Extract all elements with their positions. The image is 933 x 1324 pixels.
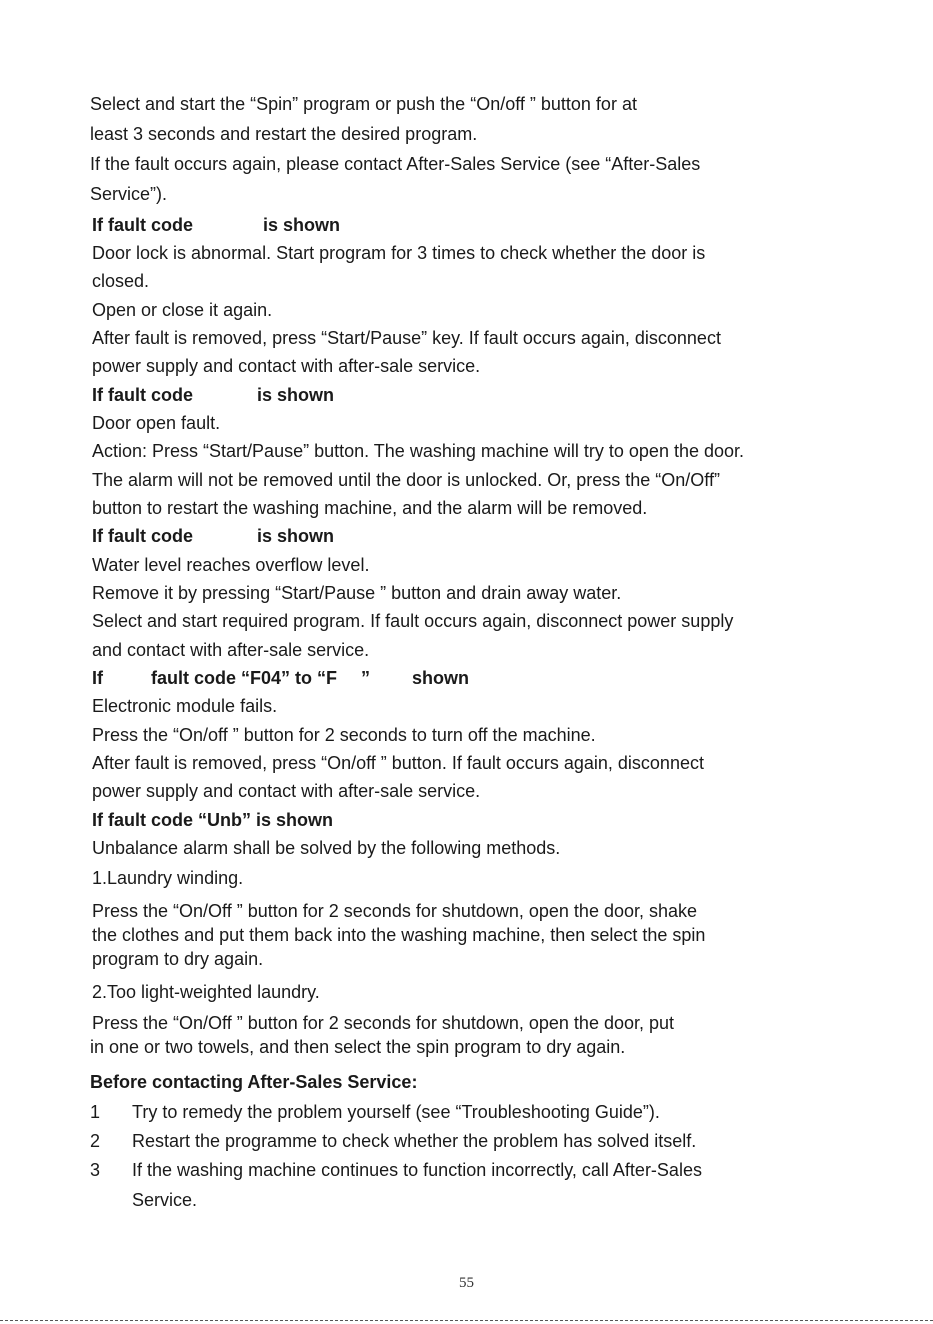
fault-unb-line: the clothes and put them back into the washing machine, then select the spin bbox=[92, 925, 706, 945]
item-text: Try to remedy the problem yourself (see “Troubleshooting Guide”). bbox=[132, 1102, 660, 1122]
heading-part: If fault code bbox=[92, 215, 194, 235]
fault-module-line: After fault is removed, press “On/off ” button. If fault occurs again, disconnect bbox=[92, 753, 704, 773]
fault-door-lock-line: power supply and contact with after-sale service. bbox=[92, 356, 481, 376]
fault-unb-line: Unbalance alarm shall be solved by the following methods. bbox=[92, 838, 561, 858]
heading-part: If fault code bbox=[92, 385, 194, 405]
fault-unb-line: program to dry again. bbox=[92, 949, 264, 969]
intro-line-4: Service”). bbox=[90, 184, 168, 204]
heading-part: If fault code bbox=[92, 526, 194, 546]
item-number: 2 bbox=[90, 1131, 101, 1151]
fault-door-lock-heading bbox=[92, 214, 340, 236]
fault-door-open-line: Door open fault. bbox=[92, 413, 221, 433]
page-bottom-rule bbox=[0, 1320, 933, 1321]
fault-module-line: Press the “On/off ” button for 2 seconds to turn off the machine. bbox=[92, 725, 596, 745]
fault-door-lock-line: closed. bbox=[92, 271, 150, 291]
fault-overflow-line: Remove it by pressing “Start/Pause ” button and drain away water. bbox=[92, 583, 622, 603]
before-contact-heading: Before contacting After-Sales Service: bbox=[90, 1072, 418, 1092]
fault-module-heading bbox=[92, 667, 469, 689]
page-number: 55 bbox=[459, 1275, 474, 1291]
fault-door-lock-line: After fault is removed, press “Start/Pause” key. If fault occurs again, disconnect bbox=[92, 328, 721, 348]
fault-unb-heading: If fault code “Unb” is shown bbox=[92, 810, 334, 830]
intro-line-1: Select and start the “Spin” program or push the “On/off ” button for at bbox=[90, 94, 637, 114]
fault-unb-line: Press the “On/Off ” button for 2 seconds for shutdown, open the door, put bbox=[92, 1013, 675, 1033]
fault-unb-line: Press the “On/Off ” button for 2 seconds for shutdown, open the door, shake bbox=[92, 901, 698, 921]
fault-unb-line: 2.Too light-weighted laundry. bbox=[92, 982, 320, 1002]
fault-door-lock-line: Open or close it again. bbox=[92, 300, 273, 320]
fault-door-open-line: The alarm will not be removed until the door is unlocked. Or, press the “On/Off” bbox=[92, 470, 720, 490]
heading-part: ” bbox=[361, 668, 371, 688]
item-number: 1 bbox=[90, 1102, 101, 1122]
heading-part: If bbox=[92, 668, 103, 688]
fault-overflow-line: Select and start required program. If fault occurs again, disconnect power supply bbox=[92, 611, 734, 631]
heading-part: is shown bbox=[263, 215, 341, 235]
item-text: Restart the programme to check whether the problem has solved itself. bbox=[132, 1131, 697, 1151]
heading-part: shown bbox=[412, 668, 470, 688]
item-number: 3 bbox=[90, 1160, 101, 1180]
fault-unb-line: in one or two towels, and then select the spin program to dry again. bbox=[90, 1037, 626, 1057]
fault-unb-line: 1.Laundry winding. bbox=[92, 868, 244, 888]
fault-overflow-line: and contact with after-sale service. bbox=[92, 640, 370, 660]
fault-door-open-line: Action: Press “Start/Pause” button. The washing machine will try to open the door. bbox=[92, 441, 745, 461]
item-text: If the washing machine continues to function incorrectly, call After-Sales bbox=[132, 1160, 702, 1180]
fault-door-open-line: button to restart the washing machine, and the alarm will be removed. bbox=[92, 498, 648, 518]
fault-overflow-heading bbox=[92, 525, 334, 547]
fault-module-line: Electronic module fails. bbox=[92, 696, 278, 716]
fault-door-open-heading bbox=[92, 384, 334, 406]
fault-module-line: power supply and contact with after-sale service. bbox=[92, 781, 481, 801]
heading-part: is shown bbox=[257, 526, 335, 546]
intro-line-2: least 3 seconds and restart the desired program. bbox=[90, 124, 478, 144]
heading-part: fault code “F04” to “F bbox=[151, 668, 338, 688]
item-text-continued: Service. bbox=[132, 1190, 198, 1210]
fault-door-lock-line: Door lock is abnormal. Start program for 3 times to check whether the door is bbox=[92, 243, 706, 263]
intro-line-3: If the fault occurs again, please contact After-Sales Service (see “After-Sales bbox=[90, 154, 701, 174]
fault-overflow-line: Water level reaches overflow level. bbox=[92, 555, 370, 575]
heading-part: is shown bbox=[257, 385, 335, 405]
